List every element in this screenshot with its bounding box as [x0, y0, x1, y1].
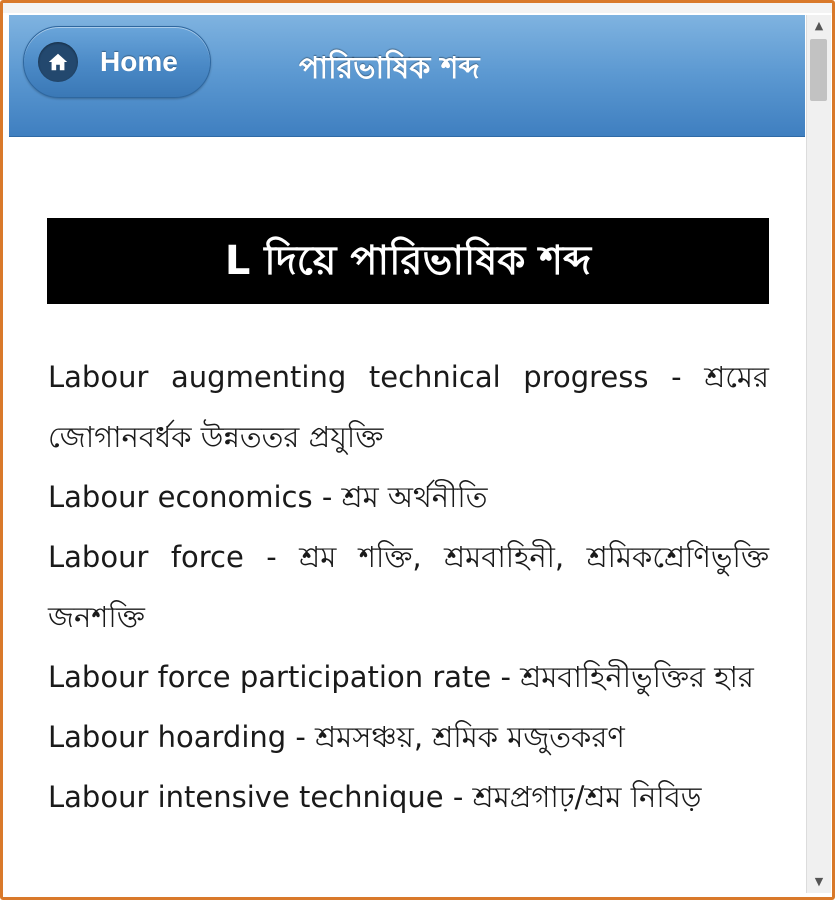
section-heading: L দিয়ে পারিভাষিক শব্দ	[47, 218, 769, 304]
home-button[interactable]	[23, 26, 211, 98]
home-button-label: Home	[100, 46, 178, 77]
window-top-strip	[3, 3, 832, 13]
main-content	[9, 137, 805, 893]
term-item: Labour economics - শ্রম অর্থনীতি	[48, 480, 488, 514]
home-icon	[38, 42, 78, 82]
app-header	[9, 15, 805, 137]
scroll-up-icon[interactable]: ▲	[814, 19, 824, 32]
scroll-down-icon[interactable]: ▼	[814, 875, 824, 888]
term-item: Labour augmenting technical progress - শ্রমের জোগানবর্ধক উন্নততর প্রযুক্তি	[48, 360, 769, 454]
term-list	[48, 347, 769, 827]
term-item: Labour hoarding - শ্রমসঞ্চয়, শ্রমিক মজুতকরণ	[48, 720, 625, 754]
scroll-thumb[interactable]	[810, 39, 827, 101]
term-item: Labour intensive technique - শ্রমপ্রগাঢ়/শ্রম নিবিড়	[48, 780, 702, 814]
term-item: Labour force - শ্রম শক্তি, শ্রমবাহিনী, শ্রমিকশ্রেণিভুক্তি জনশক্তি	[48, 540, 769, 634]
vertical-scrollbar[interactable]	[806, 15, 831, 893]
term-item: Labour force participation rate - শ্রমবাহিনীভুক্তির হার	[48, 660, 754, 694]
page-title: পারিভাষিক শব্দ	[299, 51, 480, 86]
